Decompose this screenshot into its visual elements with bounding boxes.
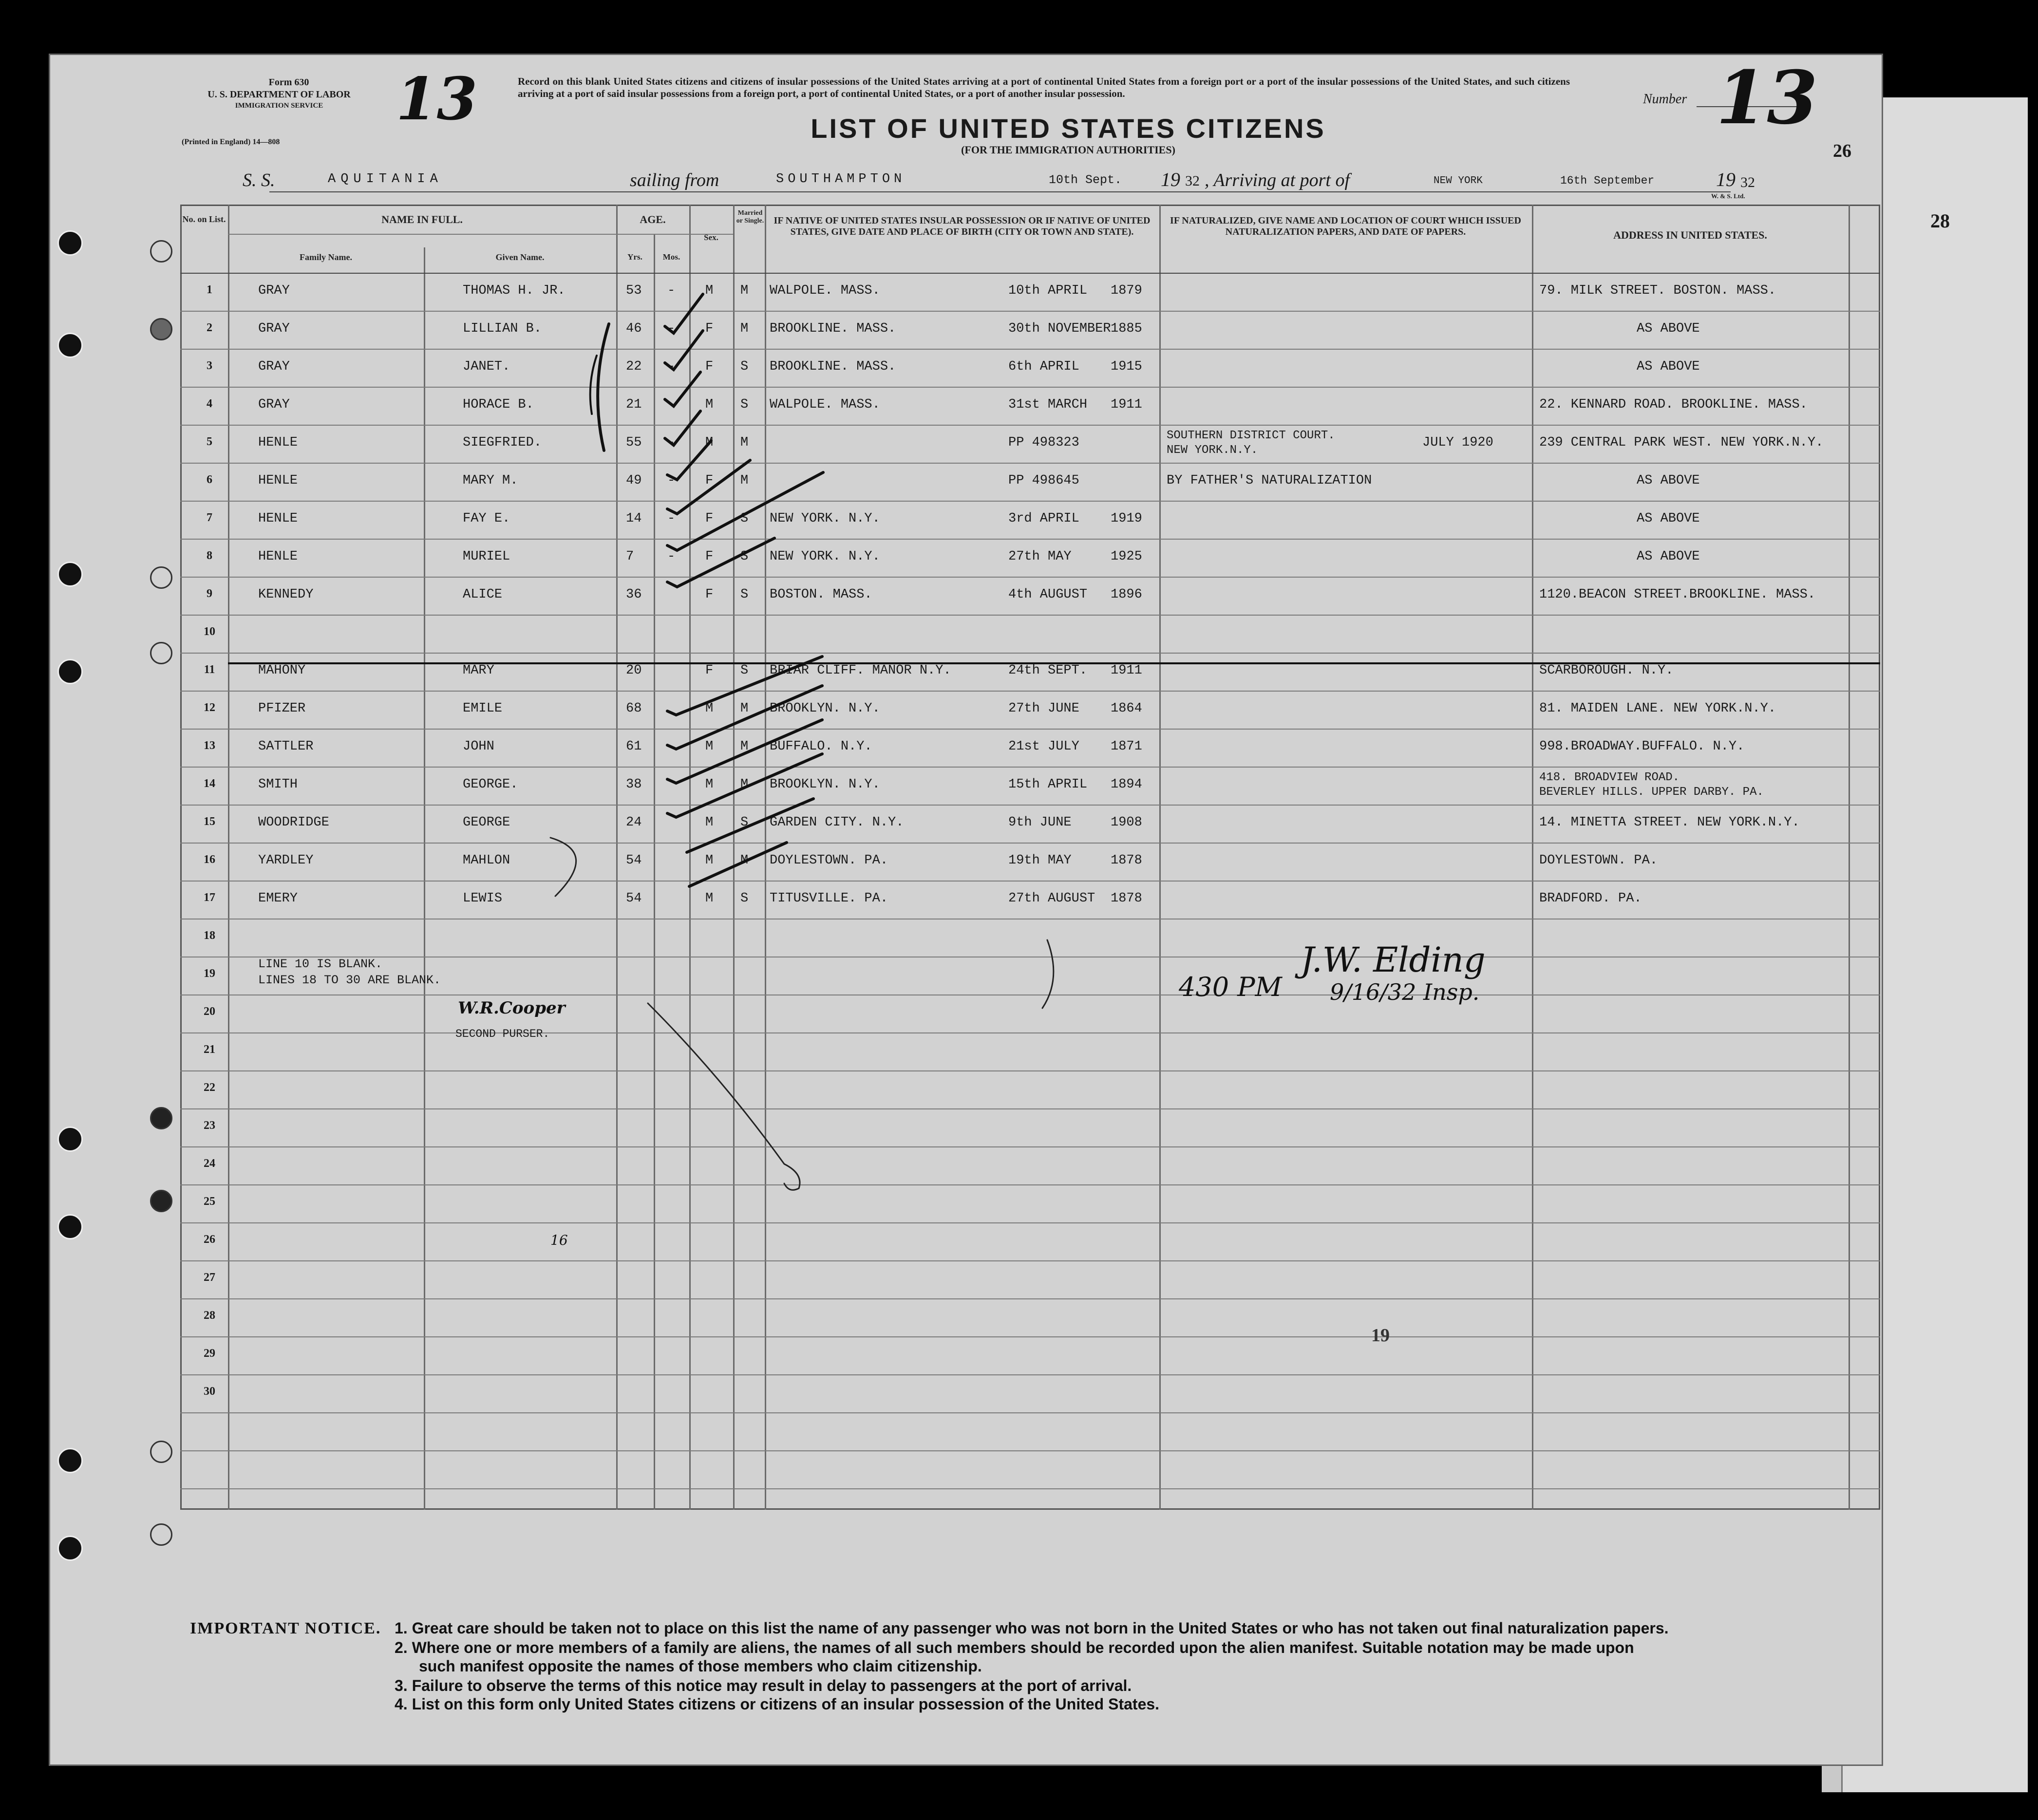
notice-heading: IMPORTANT NOTICE. [190,1619,381,1637]
birth-year: 1894 [1111,777,1142,792]
line-number: 21 [204,1043,215,1056]
line-number: 17 [204,891,215,904]
line-number: 30 [204,1385,215,1398]
inspector-signature: J.W. Elding [1301,940,1486,980]
us-address: SCARBOROUGH. N.Y. [1539,663,1674,678]
given-name: MURIEL [463,549,510,564]
page-title: LIST OF UNITED STATES CITIZENS [811,113,1326,144]
family-name: HENLE [258,435,298,450]
age-months: - [667,435,676,450]
age-years: 61 [626,739,642,754]
arriving-label: , Arriving at port of [1205,170,1350,190]
departure-port: SOUTHAMPTON [776,172,906,187]
form-number: Form 630 [268,77,309,88]
given-name: SIEGFRIED. [463,435,542,450]
checkmark [667,720,822,783]
manifest-table [180,205,1880,1500]
checkmark [687,799,813,852]
line-number: 14 [204,777,215,790]
family-name: YARDLEY [258,853,314,868]
age-years: 21 [626,397,642,412]
birth-place: NEW YORK. N.Y. [770,549,880,564]
marital-status: S [740,891,749,906]
birth-date: PP 498323 [1008,435,1079,450]
notice-item-1: 1. Great care should be taken not to place on this list the name of any passenger who was not born in the United States or who has not taken out final naturalization papers. [395,1619,1669,1637]
us-address: DOYLESTOWN. PA. [1539,853,1658,868]
arrival-year: 32 [1740,174,1755,190]
line-number: 24 [204,1157,215,1170]
line-number: 1 [207,283,212,296]
line-number: 2 [207,321,212,334]
sex: F [705,587,714,602]
punch-hole [57,1448,83,1473]
naturalization-date: JULY 1920 [1422,435,1493,450]
birth-year: 1911 [1111,397,1142,412]
marital-status: S [740,815,749,830]
marital-status: M [740,473,749,488]
sailing-from-label: sailing from [630,170,719,190]
given-name: GEORGE [463,815,510,830]
birth-date: 30th NOVEMBER [1008,321,1111,336]
checkmark [689,843,787,886]
line-number: 12 [204,701,215,714]
sex: F [705,473,714,488]
naturalization-court: SOUTHERN DISTRICT COURT. NEW YORK.N.Y. [1167,429,1335,457]
birth-date: 10th APRIL [1008,283,1088,298]
birth-date: 24th SEPT. [1008,663,1088,678]
us-address: AS ABOVE [1637,511,1700,526]
sail-date: 10th Sept. [1049,173,1122,187]
margin-mark: 16 [550,1232,568,1248]
purser-signature: W.R.Cooper [458,998,566,1018]
sex: M [705,777,714,792]
birth-year: 1919 [1111,511,1142,526]
line-number: 15 [204,815,215,828]
marital-status: M [740,777,749,792]
handwritten-number: 13 [1716,55,1818,141]
birth-place: NEW YORK. N.Y. [770,511,880,526]
header-yrs: Yrs. [627,252,642,262]
birth-year: 1911 [1111,663,1142,678]
birth-year: 1871 [1111,739,1142,754]
checkmark [667,460,750,514]
age-months: - [667,549,676,564]
birth-place: BROOKLINE. MASS. [770,321,896,336]
sex: F [705,663,714,678]
marital-status: S [740,511,749,526]
inspector-date: 9/16/32 Insp. [1330,979,1480,1005]
us-address: BRADFORD. PA. [1539,891,1642,906]
age-years: 7 [626,549,634,564]
header-sex: Sex. [704,233,718,242]
us-address: 1120.BEACON STREET.BROOKLINE. MASS. [1539,587,1816,602]
notice-item-4: 4. List on this form only United States citizens or citizens of an insular possession of the United States. [395,1695,1160,1713]
us-address: 418. BROADVIEW ROAD. BEVERLEY HILLS. UPPER DARBY. PA. [1539,771,1764,799]
line-number: 7 [207,511,212,524]
line-number: 20 [204,1005,215,1018]
binder-ring [150,318,172,340]
family-name: WOODRIDGE [258,815,329,830]
age-years: 22 [626,359,642,374]
age-years: 24 [626,815,642,830]
arrival-date: 16th September [1560,174,1655,187]
age-months: - [667,473,676,488]
sex: M [705,435,714,450]
given-name: MARY M. [463,473,518,488]
age-years: 68 [626,701,642,716]
given-name: JANET. [463,359,510,374]
sex: M [705,853,714,868]
birth-year: 1878 [1111,891,1142,906]
sail-year-prefix: 19 [1161,169,1180,190]
sex: M [705,815,714,830]
inspector-time: 430 PM [1179,972,1282,1002]
marital-status: S [740,663,749,678]
us-address: 22. KENNARD ROAD. BROOKLINE. MASS. [1539,397,1808,412]
us-address: 79. MILK STREET. BOSTON. MASS. [1539,283,1776,298]
notice-item-2-continued: such manifest opposite the names of those members who claim citizenship. [419,1657,982,1675]
number-label: Number [1643,92,1687,107]
birth-year: 1885 [1111,321,1142,336]
side-page-number: 28 [1930,210,1950,232]
second-purser-label: SECOND PURSER. [455,1028,550,1040]
age-years: 38 [626,777,642,792]
punch-hole [57,1214,83,1239]
given-name: MAHLON [463,853,510,868]
age-years: 46 [626,321,642,336]
given-name: GEORGE. [463,777,518,792]
birth-date: 15th APRIL [1008,777,1088,792]
sex: M [705,891,714,906]
birth-date: 9th JUNE [1008,815,1072,830]
family-name: KENNEDY [258,587,314,602]
line-number: 26 [204,1233,215,1246]
birth-year: 1878 [1111,853,1142,868]
birth-year: 1925 [1111,549,1142,564]
checkmark [665,372,700,406]
birth-place: WALPOLE. MASS. [770,283,880,298]
birth-place: BROOKLINE. MASS. [770,359,896,374]
service-label: IMMIGRATION SERVICE [235,102,323,110]
family-name: HENLE [258,511,298,526]
birth-year: 1879 [1111,283,1142,298]
line-number: 16 [204,853,215,866]
handwritten-list-number: 13 [396,65,477,133]
line-number: 23 [204,1119,215,1132]
us-address: AS ABOVE [1637,473,1700,488]
line-number: 27 [204,1271,215,1284]
birth-date: 6th APRIL [1008,359,1079,374]
birth-date: 19th MAY [1008,853,1072,868]
header-naturalized: IF NATURALIZED, GIVE NAME AND LOCATION OF COURT WHICH ISSUED NATURALIZATION PAPERS, AND DATE OF PAPERS. [1170,215,1521,237]
sex: F [705,549,714,564]
birth-date: 27th JUNE [1008,701,1079,716]
birth-place: WALPOLE. MASS. [770,397,880,412]
given-name: MARY [463,663,494,678]
sex: M [705,397,714,412]
family-name: EMERY [258,891,298,906]
birth-year: 1915 [1111,359,1142,374]
line-number: 11 [204,663,215,676]
given-name: EMILE [463,701,503,716]
stray-stroke [1042,940,1054,1008]
birth-place: BUFFALO. N.Y. [770,739,872,754]
header-married-single: Married or Single. [736,209,764,225]
age-years: 20 [626,663,642,678]
printed-label: (Printed in England) 14—808 [182,138,280,146]
page-subtitle: (FOR THE IMMIGRATION AUTHORITIES) [961,144,1175,156]
line-number: 6 [207,473,212,486]
checkmark [667,657,822,715]
line-number: 8 [207,549,212,562]
sex: F [705,511,714,526]
ship-name: AQUITANIA [328,172,443,187]
birth-year: 1864 [1111,701,1142,716]
checkmark [665,411,700,445]
birth-place: BROOKLYN. N.Y. [770,777,880,792]
form-instructions: Record on this blank United States citizens and citizens of insular possessions of the United States arriving at a port of continental United States from a foreign port or a port of the insular possessions of the United States, and such citizens arriving at a port of said insular possessions from a foreign port, a port of continental United States, or a port of another insular possession. [518,75,1570,99]
family-name: GRAY [258,397,290,412]
binder-ring [150,1107,172,1129]
punch-hole [57,562,83,587]
notice-item-2: 2. Where one or more members of a family are aliens, the names of all such members should be recorded upon the alien manifest. Suitable notation may be made upon [395,1639,1634,1656]
note-lines-18-30: LINES 18 TO 30 ARE BLANK. [258,973,441,987]
birth-year: 1908 [1111,815,1142,830]
marital-status: M [740,321,749,336]
age-months: - [667,511,676,526]
header-age: AGE. [640,213,666,225]
binder-ring [150,1190,172,1212]
line-number: 22 [204,1081,215,1094]
us-address: AS ABOVE [1637,321,1700,336]
birth-place: BOSTON. MASS. [770,587,872,602]
family-name: MAHONY [258,663,306,678]
sex: F [705,321,714,336]
sex: M [705,283,714,298]
age-years: 14 [626,511,642,526]
line-number: 18 [204,929,215,942]
line-number: 3 [207,359,212,372]
sex: F [705,359,714,374]
family-name: HENLE [258,549,298,564]
arrival-year-prefix: 19 [1716,169,1736,190]
marital-status: M [740,701,749,716]
binder-ring [150,642,172,664]
given-name: FAY E. [463,511,510,526]
header-given-name: Given Name. [495,252,545,262]
marital-status: M [740,853,749,868]
birth-date: 27th MAY [1008,549,1072,564]
family-name: SMITH [258,777,298,792]
birth-place: GARDEN CITY. N.Y. [770,815,904,830]
voyage-underline [269,191,1731,192]
line-number: 29 [204,1347,215,1360]
family-name: GRAY [258,283,290,298]
binder-ring [150,1441,172,1463]
binder-ring [150,566,172,589]
us-address: 81. MAIDEN LANE. NEW YORK.N.Y. [1539,701,1776,716]
age-years: 36 [626,587,642,602]
header-family-name: Family Name. [300,252,352,262]
line-number: 10 [204,625,215,638]
punch-hole [57,659,83,684]
given-name: THOMAS H. JR. [463,283,566,298]
birth-place: DOYLESTOWN. PA. [770,853,888,868]
age-years: 54 [626,853,642,868]
bracket-stroke [590,356,597,414]
given-name: LEWIS [463,891,503,906]
checkmark [665,331,703,370]
given-name: HORACE B. [463,397,534,412]
birth-year: 1896 [1111,587,1142,602]
checkmark [667,754,822,817]
page-stamp: 26 [1833,141,1851,161]
us-address: AS ABOVE [1637,359,1700,374]
age-years: 54 [626,891,642,906]
header-address: ADDRESS IN UNITED STATES. [1613,229,1767,241]
birth-place: BROOKLYN. N.Y. [770,701,880,716]
punch-hole [57,333,83,358]
punch-hole [57,1126,83,1152]
us-address: 239 CENTRAL PARK WEST. NEW YORK.N.Y. [1539,435,1824,450]
header-name-in-full: NAME IN FULL. [381,213,463,225]
birth-date: 27th AUGUST [1008,891,1095,906]
marital-status: S [740,587,749,602]
checkmark [665,294,703,333]
sail-year: 32 [1185,173,1200,189]
us-address: 14. MINETTA STREET. NEW YORK.N.Y. [1539,815,1800,830]
header-birth: IF NATIVE OF UNITED STATES INSULAR POSSESSION OR IF NATIVE OF UNITED STATES, GIVE DATE AND PLACE OF BIRTH (CITY OR TOWN AND STATE). [774,215,1151,237]
ss-label: S. S. [243,170,275,190]
birth-date: 31st MARCH [1008,397,1088,412]
age-months: - [667,397,676,412]
header-no-on-list: No. on List. [182,214,226,224]
sex: M [705,739,714,754]
age-years: 53 [626,283,642,298]
birth-place: BRIAR CLIFF. MANOR N.Y. [770,663,951,678]
line-number: 19 [204,967,215,980]
birth-date: PP 498645 [1008,473,1079,488]
punch-hole [57,230,83,256]
line-number: 4 [207,397,212,410]
checkmark [667,472,823,550]
marital-status: S [740,359,749,374]
stamp-number: 19 [1371,1325,1390,1346]
naturalization-court: BY FATHER'S NATURALIZATION [1167,473,1372,488]
checkmark [667,686,822,749]
birth-date: 4th AUGUST [1008,587,1088,602]
family-name: HENLE [258,473,298,488]
marital-status: M [740,283,749,298]
given-name: LILLIAN B. [463,321,542,336]
line-number: 5 [207,435,212,448]
given-name: ALICE [463,587,503,602]
family-name: GRAY [258,359,290,374]
family-name: SATTLER [258,739,314,754]
age-years: 49 [626,473,642,488]
sex: M [705,701,714,716]
pen-marks [180,205,1880,1510]
stray-stroke [550,838,576,896]
arrival-port: NEW YORK [1434,175,1483,187]
family-name: PFIZER [258,701,306,716]
binder-ring [150,240,172,263]
department-label: U. S. DEPARTMENT OF LABOR [208,89,351,100]
age-months: - [667,321,676,336]
line-number: 28 [204,1309,215,1322]
birth-date: 21st JULY [1008,739,1079,754]
line-number: 13 [204,739,215,752]
age-months: - [667,359,676,374]
line-number: 9 [207,587,212,600]
us-address: AS ABOVE [1637,549,1700,564]
marital-status: S [740,549,749,564]
marital-status: S [740,397,749,412]
us-address: 998.BROADWAY.BUFFALO. N.Y. [1539,739,1745,754]
age-years: 55 [626,435,642,450]
printer-mark: W. & S. Ltd. [1711,192,1745,200]
stray-stroke [648,1003,800,1190]
birth-date: 3rd APRIL [1008,511,1079,526]
notice-item-3: 3. Failure to observe the terms of this notice may result in delay to passengers at the port of arrival. [395,1677,1132,1694]
binder-ring [150,1523,172,1546]
age-months: - [667,283,676,298]
marital-status: M [740,739,749,754]
punch-hole [57,1536,83,1561]
note-line-10: LINE 10 IS BLANK. [258,957,383,971]
family-name: GRAY [258,321,290,336]
given-name: JOHN [463,739,494,754]
line-number: 25 [204,1195,215,1208]
bracket-stroke [598,324,609,450]
marital-status: M [740,435,749,450]
birth-place: TITUSVILLE. PA. [770,891,888,906]
header-mos: Mos. [662,252,680,262]
